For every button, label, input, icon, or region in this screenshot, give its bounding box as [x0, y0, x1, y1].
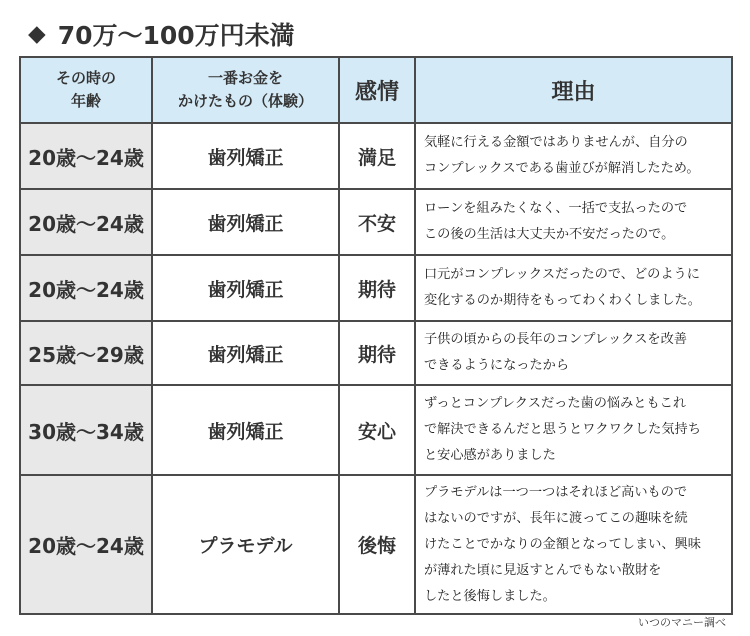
reason-line: コンプレックスである歯並びが解消したため。 [424, 161, 700, 176]
emotion-cell: 満足 [339, 123, 415, 189]
table-row [20, 475, 732, 614]
emotion-cell: 安心 [339, 385, 415, 475]
reason-line: できるようになったから [424, 358, 570, 373]
experience-cell: 歯列矯正 [152, 189, 339, 255]
reason-line: この後の生活は大丈夫か不安だったので。 [424, 227, 675, 242]
source-note: いつのマニー調べ [638, 616, 726, 629]
table-row [20, 123, 732, 189]
section-heading [28, 14, 295, 54]
reason-line: 変化するのか期待をもってわくわくしました。 [424, 293, 701, 308]
reason-line: 子供の頃からの長年のコンプレックスを改善 [424, 332, 687, 347]
emotion-cell: 後悔 [339, 475, 415, 614]
reason-line: 気軽に行える金額ではありませんが、自分の [424, 135, 688, 150]
reason-line: と安心感がありました [424, 448, 556, 463]
reason-line: ずっとコンプレクスだった歯の悩みともこれ [424, 396, 687, 411]
table-row [20, 321, 732, 385]
table-row [20, 385, 732, 475]
experience-cell: 歯列矯正 [152, 255, 339, 321]
header-emotion: 感情 [339, 57, 415, 123]
age-cell: 20歳～24歳 [20, 123, 152, 189]
reason-cell [415, 321, 732, 385]
age-cell: 20歳～24歳 [20, 255, 152, 321]
header-reason: 理由 [415, 57, 732, 123]
table-row [20, 255, 732, 321]
age-cell: 30歳～34歳 [20, 385, 152, 475]
age-cell: 20歳～24歳 [20, 189, 152, 255]
reason-line: で解決できるんだと思うとワクワクした気持ち [424, 422, 701, 437]
reason-cell [415, 189, 732, 255]
reason-cell [415, 385, 732, 475]
reason-line: ローンを組みたくなく、一括で支払ったので [424, 201, 688, 216]
emotion-cell: 不安 [339, 189, 415, 255]
section-title: 70万～100万円未満 [57, 21, 295, 50]
reason-cell [415, 475, 732, 614]
reason-cell [415, 123, 732, 189]
header-age: その時の 年齢 [20, 57, 152, 123]
reason-line: 口元がコンプレックスだったので、どのように [424, 267, 700, 282]
reason-line: が薄れた頃に見返すとんでもない散財を [424, 562, 662, 578]
experience-cell: 歯列矯正 [152, 385, 339, 475]
survey-table [19, 56, 733, 615]
table-row [20, 189, 732, 255]
age-cell: 25歳～29歳 [20, 321, 152, 385]
reason-line: したと後悔しました。 [424, 588, 556, 604]
reason-line: プラモデルは一つ一つはそれほど高いもので [424, 484, 688, 500]
reason-line: けたことでかなりの金額となってしまい、興味 [424, 536, 701, 552]
emotion-cell: 期待 [339, 321, 415, 385]
diamond-marker-icon: ◆ [28, 21, 46, 47]
experience-cell: プラモデル [152, 475, 339, 614]
reason-cell [415, 255, 732, 321]
header-experience: 一番お金を かけたもの（体験） [152, 57, 339, 123]
reason-line: はないのですが、長年に渡ってこの趣味を続 [424, 510, 688, 526]
emotion-cell: 期待 [339, 255, 415, 321]
experience-cell: 歯列矯正 [152, 321, 339, 385]
header-row [20, 57, 732, 123]
age-cell: 20歳～24歳 [20, 475, 152, 614]
experience-cell: 歯列矯正 [152, 123, 339, 189]
